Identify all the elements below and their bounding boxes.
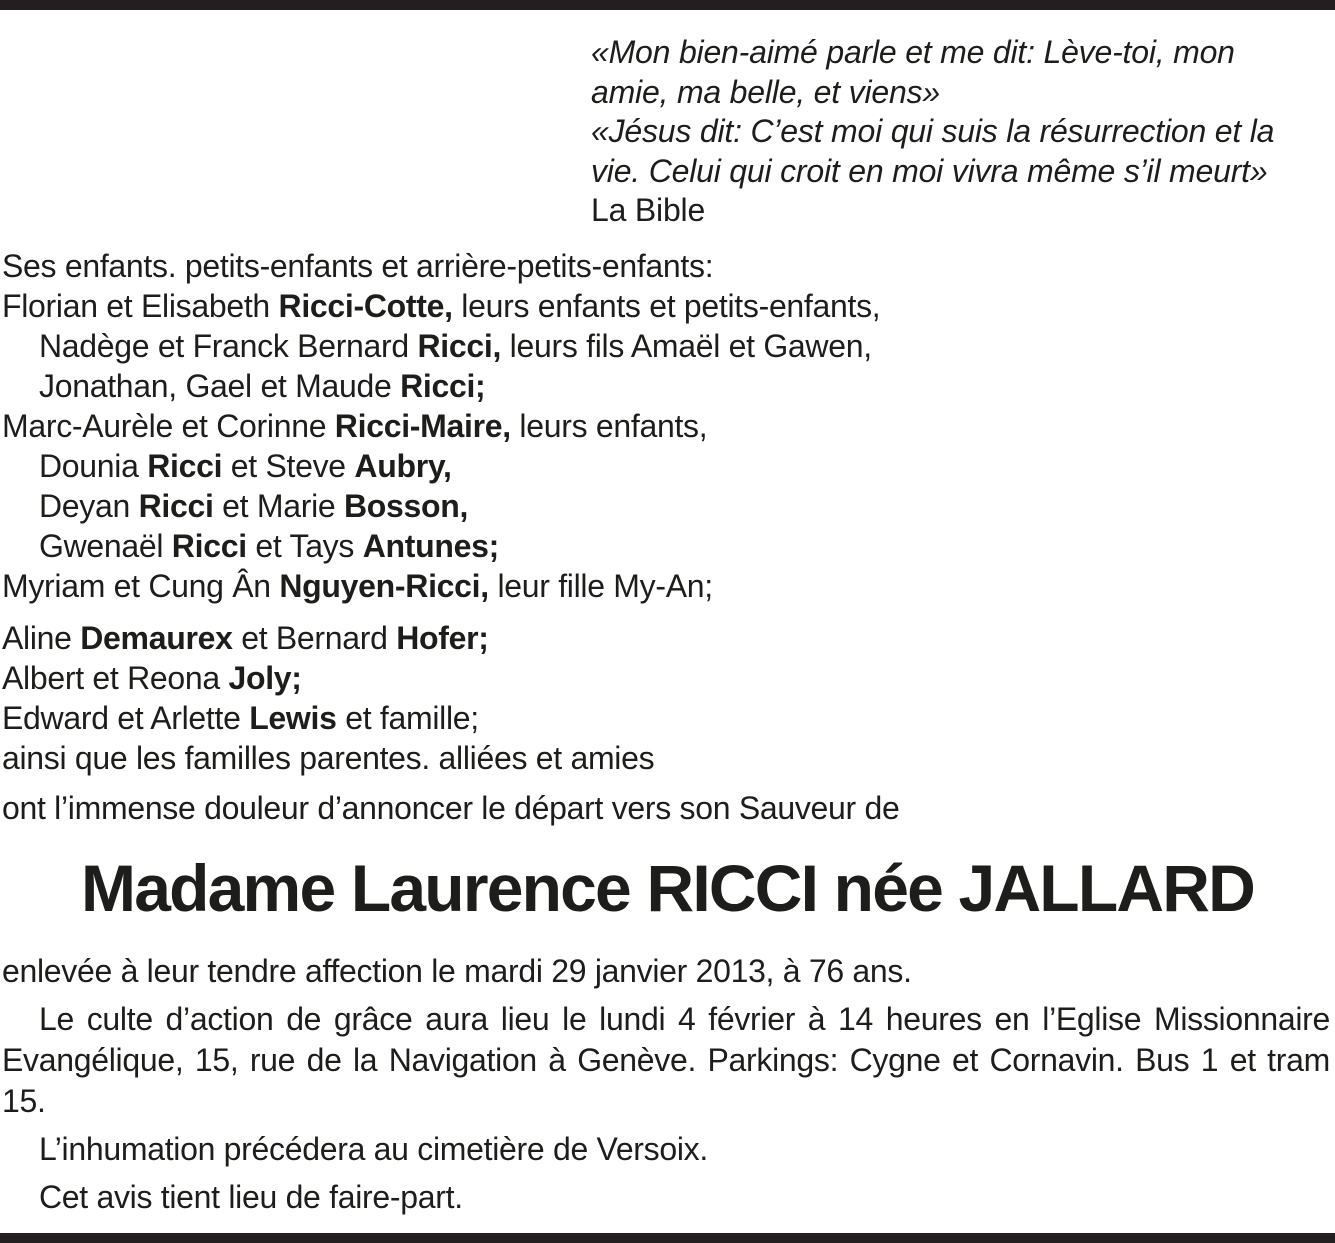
family-surname: Ricci, [417, 328, 502, 364]
notice-text: Cet avis tient lieu de faire-part. [39, 1179, 463, 1215]
verse-line: «Mon bien-aimé parle et me dit: Lève-toi, mon [591, 34, 1235, 70]
family-surname: Antunes; [362, 528, 499, 564]
family-surname: Ricci [171, 528, 247, 564]
verse-line: amie, ma belle, et viens» [591, 73, 940, 110]
family-text: Dounia [39, 448, 148, 484]
family-intro: Ses enfants. petits-enfants et arrière-petits-enfants: [2, 248, 714, 284]
funeral-details [2, 951, 1330, 1218]
family-surname: Demaurex [80, 620, 233, 656]
family-text: et Bernard [232, 620, 397, 656]
family-line [2, 326, 1332, 366]
family-surname: Ricci-Maire, [334, 408, 511, 444]
family-line: ainsi que les familles parentes. alliées et amies [2, 740, 655, 776]
family-surname: Ricci-Cotte, [278, 288, 453, 324]
service-text: Le culte d’action de grâce aura lieu le lundi 4 février à 14 heures en l’Eglise Missionnaire Evangélique, 15, rue de la Navigation à Genève. Parkings: Cygne et Cornavin. Bus 1 et tram 15. [2, 1001, 1330, 1119]
family-text: Florian et Elisabeth [2, 288, 279, 324]
family-text: Myriam et Cung Ân [2, 568, 280, 604]
family-surname: Ricci [138, 488, 214, 524]
bottom-border-rule [0, 1233, 1335, 1243]
family-surname: Ricci; [400, 368, 486, 404]
verse-line: vie. Celui qui croit en moi vivra même s’il meurt» [591, 152, 1268, 189]
family-text: et famille; [336, 700, 479, 736]
family-surname: Joly; [228, 660, 302, 696]
family-line [2, 698, 1332, 738]
family-line [2, 566, 1332, 606]
family-surname: Hofer; [396, 620, 489, 656]
family-surname: Nguyen-Ricci, [279, 568, 489, 604]
family-surname: Lewis [249, 700, 337, 736]
top-border-rule [0, 0, 1335, 10]
family-line [2, 406, 1332, 446]
family-text: leurs fils Amaël et Gawen, [501, 328, 872, 364]
family-surname: Ricci [147, 448, 223, 484]
family-text: Marc-Aurèle et Corinne [2, 408, 335, 444]
family-text: et Marie [213, 488, 344, 524]
family-text: Edward et Arlette [2, 700, 250, 736]
family-line [2, 366, 1332, 406]
family-text: Nadège et Franck Bernard [39, 328, 418, 364]
family-surname: Bosson, [343, 488, 469, 524]
family-text: et Tays [246, 528, 363, 564]
deceased-name-heading: Madame Laurence RICCI née JALLARD [81, 851, 1254, 925]
family-text: Aline [2, 620, 81, 656]
family-line [2, 526, 1332, 566]
family-text: Jonathan, Gael et Maude [39, 368, 401, 404]
verse-source: La Bible [591, 192, 706, 228]
family-text: leurs enfants et petits-enfants, [452, 288, 881, 324]
passing-text: enlevée à leur tendre affection le mardi 29 janvier 2013, à 76 ans. [2, 953, 912, 989]
family-line [2, 658, 1332, 698]
family-surname: Aubry, [354, 448, 452, 484]
family-text: Albert et Reona [2, 660, 229, 696]
family-list [2, 246, 1332, 778]
family-text: et Steve [222, 448, 355, 484]
family-text: Deyan [39, 488, 139, 524]
bible-verse-block [591, 33, 1331, 231]
family-line [2, 618, 1332, 658]
family-text: Gwenaël [39, 528, 172, 564]
family-line [2, 286, 1332, 326]
family-text: leur fille My-An; [488, 568, 713, 604]
family-line [2, 446, 1332, 486]
announcement-text: ont l’immense douleur d’annoncer le départ vers son Sauveur de [2, 790, 900, 826]
family-text: leurs enfants, [510, 408, 708, 444]
burial-text: L’inhumation précédera au cimetière de Versoix. [39, 1131, 708, 1167]
verse-line: «Jésus dit: C’est moi qui suis la résurrection et la [591, 113, 1275, 149]
family-line [2, 486, 1332, 526]
